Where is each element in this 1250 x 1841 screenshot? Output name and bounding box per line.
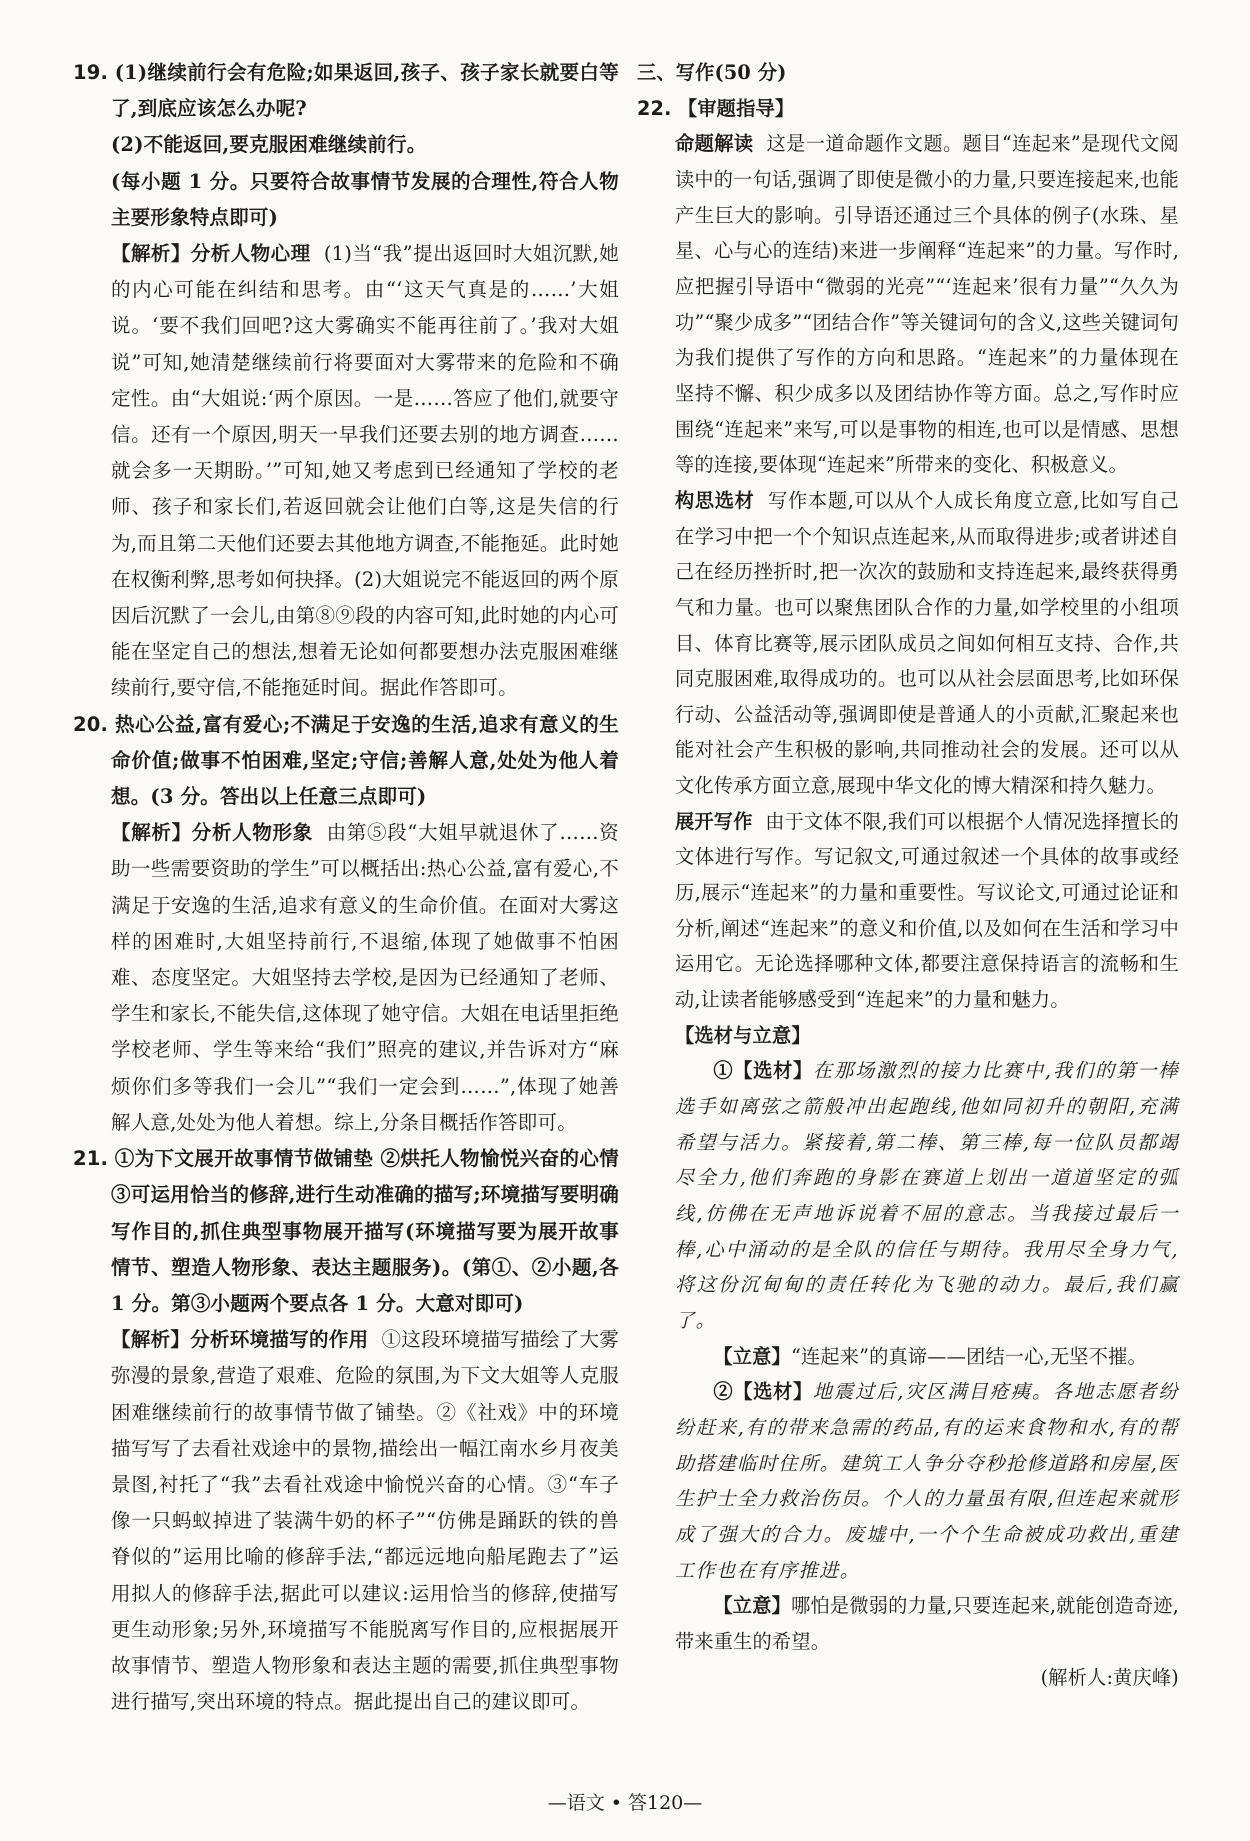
- guide-lead: 构思选材: [675, 488, 755, 512]
- guide-tag: 【审题指导】: [677, 96, 795, 120]
- guide-lead: 展开写作: [675, 809, 753, 833]
- analysis-body: ①这段环境描写描绘了大雾弥漫的景象,营造了艰难、危险的氛围,为下文大姐等人克服困难继续前行的故事情节做了铺垫。②《社戏》中的环境描写写了去看社戏途中的景物,描绘出一幅江南水乡月夜美景图,衬托了“我”去看社戏途中愉悦兴奋的心情。③“车子像一只蚂蚁掉进了装满牛奶的杯子”“仿佛是踊跃的铁的兽脊似的”运用比喻的修辞手法,“都远远地向船尾跑去了”运用拟人的修辞手法,据此可以建议:运用恰当的修辞,使描写更生动形象;另外,环境描写不能脱离写作目的,应根据展开故事情节、塑造人物形象和表达主题的需要,抓住典型事物进行描写,突出环境的特点。据此提出自己的建议即可。: [111, 1328, 619, 1714]
- left-column: [73, 55, 619, 1720]
- analysis-tag: 【解析】: [111, 1328, 191, 1352]
- answer-text: (2)不能返回,要克服困难继续前行。: [111, 133, 427, 157]
- analysis: [73, 815, 619, 1141]
- answer-text: (1)继续前行会有危险;如果返回,孩子、孩子家长就要白等了,到底应该怎么办呢?: [111, 61, 620, 121]
- q21-answer: [73, 1141, 619, 1322]
- question-number: 19.: [73, 61, 109, 84]
- analysis-tag: 【解析】: [111, 242, 191, 266]
- material-body: 在那场激烈的接力比赛中,我们的第一棒选手如离弦之箭般冲出起跑线,他如同初升的朝阳,充满希望与活力。紧接着,第二棒、第三棒,每一位队员都竭尽全力,他们奔跑的身影在赛道上划出一道道坚定的弧线,仿佛在无声地诉说着不屈的意志。当我接过最后一棒,心中涌动的是全队的信任与期待。我用尽全身力气,将这份沉甸甸的责任转化为飞驰的动力。最后,我们赢了。: [675, 1059, 1179, 1332]
- analysis: [73, 1322, 619, 1720]
- analysis-lead: 分析人物形象: [191, 821, 313, 845]
- guide-body: 写作本题,可以从个人成长角度立意,比如写自己在学习中把一个个知识点连起来,从而取得进步;或者讲述自己在经历挫折时,把一次次的鼓励和支持连起来,最终获得勇气和力量。也可以聚焦团队合作的力量,如学校里的小组项目、体育比赛等,展示团队成员之间如何相互支持、合作,共同克服困难,取得成功的。也可以从社会层面思考,比如环保行动、公益活动等,强调即使是普通人的小贡献,汇聚起来也能对社会产生积极的影响,共同推动社会的发展。还可以从文化传承方面立意,展现中华文化的博大精深和持久魅力。: [675, 488, 1179, 798]
- question-number: 22.: [637, 96, 672, 120]
- q22-heading: [637, 91, 1179, 127]
- material-1: [637, 1053, 1179, 1338]
- page-footer: —语文 • 答120—: [547, 1792, 703, 1814]
- guide-lead: 命题解读: [675, 132, 754, 156]
- question-number: 21.: [73, 1147, 109, 1171]
- theme-1: [637, 1339, 1179, 1375]
- guide-paragraph: [637, 126, 1179, 483]
- q20-answer: [73, 707, 619, 816]
- guide-body: 由于文体不限,我们可以根据个人情况选择擅长的文体进行写作。写记叙文,可通过叙述一个具体的故事或经历,展示“连起来”的力量和重要性。写议论文,可通过论证和分析,阐述“连起来”的意义和价值,以及如何在生活和学习中运用它。无论选择哪种文体,都要注意保持语言的流畅和生动,让读者能够感受到“连起来”的力量和魅力。: [675, 809, 1179, 1012]
- q19-answer: [73, 55, 619, 127]
- guide-paragraph: [637, 804, 1179, 1018]
- analysis-lead: 分析人物心理: [190, 242, 311, 266]
- material-label: ①【选材】: [713, 1059, 813, 1083]
- theme-2: [637, 1588, 1179, 1659]
- material-2: [637, 1374, 1179, 1588]
- analysis-body: 由第⑤段“大姐早就退休了……资助一些需要资助的学生”可以概括出:热心公益,富有爱心,不满足于安逸的生活,追求有意义的生命价值。在面对大雾这样的困难时,大姐坚持前行,不退缩,体现了她做事不怕困难、态度坚定。大姐坚持去学校,是因为已经通知了老师、学生和家长,不能失信,这体现了她守信。大姐在电话里拒绝学校老师、学生等来给“我们”照亮的建议,并告诉对方“麻烦你们多等我们一会儿”“我们一定会到……”,体现了她善解人意,处处为他人着想。综上,分条目概括作答即可。: [111, 821, 619, 1134]
- theme-body: “连起来”的真谛——团结一心,无坚不摧。: [790, 1344, 1147, 1368]
- material-body: 地震过后,灾区满目疮痍。各地志愿者纷纷赶来,有的带来急需的药品,有的运来食物和水,有的帮助搭建临时住所。建筑工人争分夺秒抢修道路和房屋,医生护士全力救治伤员。个人的力量虽有限,但连起来就形成了强大的合力。废墟中,一个个生命被成功救出,重建工作也在有序推进。: [675, 1380, 1179, 1582]
- material-label: ②【选材】: [713, 1380, 813, 1404]
- analysis: [73, 236, 619, 707]
- author-credit: (解析人:黄庆峰): [1040, 1665, 1179, 1689]
- theme-label: 【立意】: [713, 1344, 791, 1368]
- analysis-tag: 【解析】: [111, 821, 192, 845]
- guide-body: 这是一道命题作文题。题目“连起来”是现代文阅读中的一句话,强调了即使是微小的力量,只要连接起来,也能产生巨大的影响。引导语还通过三个具体的例子(水珠、星星、心与心的连结)来进一步阐释“连起来”的力量。写作时,应把握引导语中“微弱的光亮”“‘连起来’很有力量”“久久为功”“聚少成多”“团结合作”等关键词句的含义,这些关键词句为我们提供了写作的方向和思路。“连起来”的力量体现在坚持不懈、积少成多以及团结协作等方面。总之,写作时应围绕“连起来”来写,可以是事物的相连,也可以是情感、思想等的连接,要体现“连起来”所带来的变化、积极意义。: [675, 132, 1179, 477]
- answer-text: ①为下文展开故事情节做铺垫 ②烘托人物愉悦兴奋的心情 ③可运用恰当的修辞,进行生动准确的描写;环境描写要明确写作目的,抓住典型事物展开描写(环境描写要为展开故事情节、塑造人物形象、表达主题服务)。(第①、②小题,各 1 分。第③小题两个要点各 1 分。大意对即可): [111, 1147, 619, 1315]
- analysis-lead: 分析环境描写的作用: [190, 1328, 369, 1352]
- theme-label: 【立意】: [713, 1594, 792, 1618]
- theme-body: 哪怕是微弱的力量,只要连起来,就能创造奇迹,带来重生的希望。: [675, 1594, 1179, 1653]
- score-note: (每小题 1 分。只要符合故事情节发展的合理性,符合人物主要形象特点即可): [111, 169, 619, 229]
- analysis-body: (1)当“我”提出返回时大姐沉默,她的内心可能在纠结和思考。由“‘这天气真是的……’大姐说。‘要不我们回吧?这大雾确实不能再往前了。’我对大姐说”可知,她清楚继续前行将要面对大雾带来的危险和不确定性。由“大姐说:‘两个原因。一是……答应了他们,就要守信。还有一个原因,明天一早我们还要去别的地方调查……就会多一天期盼。’”可知,她又考虑到已经通知了学校的老师、孩子和家长们,若返回就会让他们白等,这是失信的行为,而且第二天他们还要去其他地方调查,不能拖延。此时她在权衡利弊,思考如何抉择。(2)大姐说完不能返回的两个原因后沉默了一会儿,由第⑧⑨段的内容可知,此时她的内心可能在坚定自己的想法,想着无论如何都要想办法克服困难继续前行,要守信,不能拖延时间。据此作答即可。: [111, 242, 619, 700]
- right-column: [637, 55, 1179, 1695]
- question-number: 20.: [73, 712, 109, 736]
- answer-text: 热心公益,富有爱心;不满足于安逸的生活,追求有意义的生命价值;做事不怕困难,坚定;守信;善解人意,处处为他人着想。(3 分。答出以上任意三点即可): [111, 712, 619, 809]
- section-title: 三、写作(50 分): [637, 61, 787, 84]
- guide-paragraph: [637, 483, 1179, 804]
- selection-title: 【选材与立意】: [675, 1023, 811, 1047]
